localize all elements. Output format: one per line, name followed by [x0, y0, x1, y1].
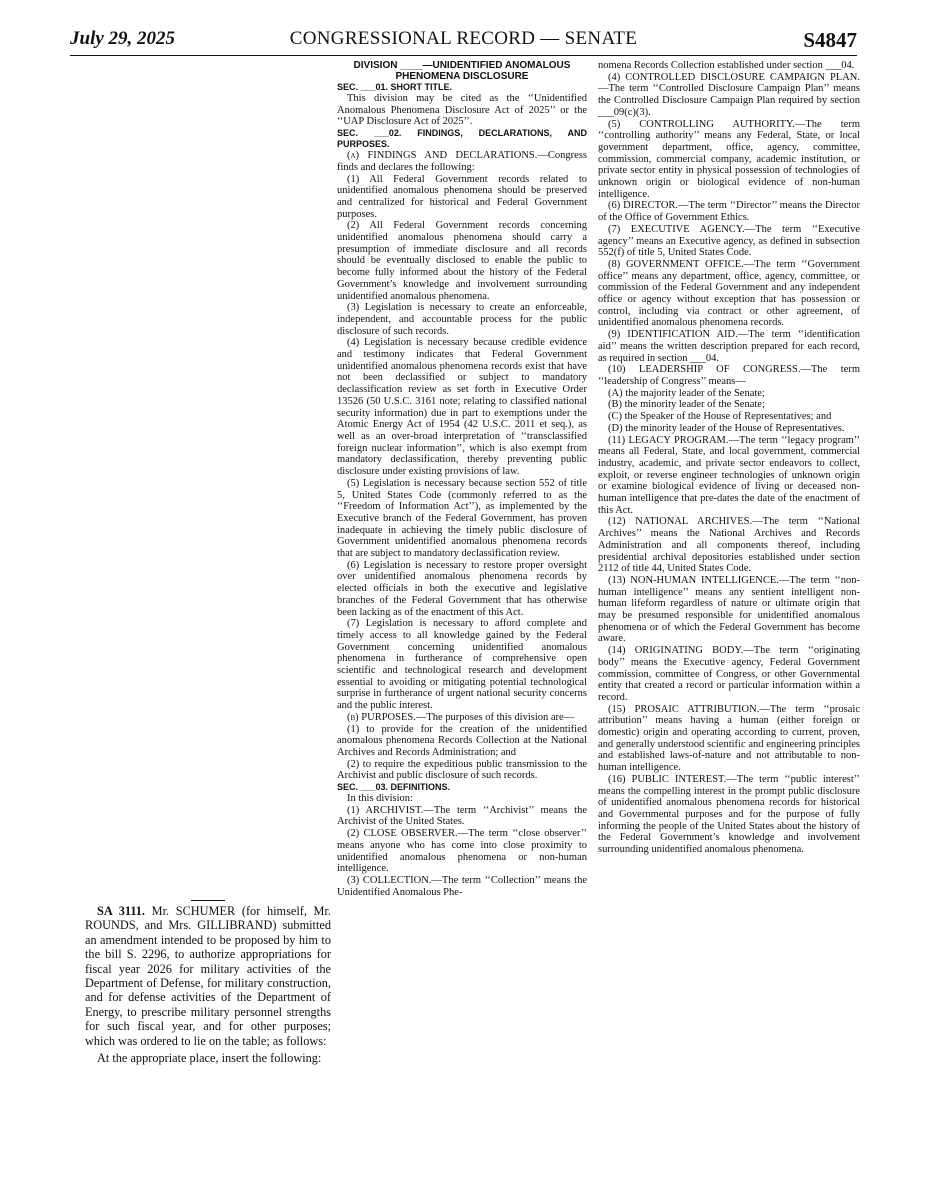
- paragraph: In this division:: [347, 793, 413, 805]
- definition-text: —The term ‘‘Archivist’’ means the Archivist of the United States.: [337, 804, 587, 828]
- subsection-text: —The purposes of this division are—: [415, 711, 575, 723]
- paragraph: nomena Records Collection established under section ___04.: [598, 60, 855, 71]
- definition-text: —The term ‘‘public interest’’ means the compelling interest in the prompt public disclosure of unidentified anomalous phenomena records for historical and Governmental purposes and for the purpose of fully informing the people of the United States about the history of the Federal Government’s knowledge and involvement surrounding unidentified anomalous phenomena.: [598, 773, 860, 856]
- definition-text: —The term ‘‘close observer’’ means anyone who has come into close proximity to unidentified anomalous phenomena or non-human intelligence.: [337, 828, 588, 875]
- definition: [598, 329, 860, 364]
- definition: [598, 645, 860, 704]
- definition: [598, 119, 860, 201]
- definition-label: (11) LEGACY PROGRAM.: [608, 434, 729, 446]
- definition-label: (2) CLOSE OBSERVER.: [347, 828, 458, 840]
- definition-text: —The term ‘‘prosaic attribution’’ means having a human (either foreign or domestic) origin and operating according to current, proven, and generally understood scientific and engineering principles and established laws-of-nature and not attributable to non-human intelligence.: [598, 703, 860, 774]
- header-page-number: S4847: [803, 28, 857, 52]
- definition-label: (6) DIRECTOR.: [608, 200, 679, 212]
- list-item: (D) the minority leader of the House of Representatives.: [608, 422, 845, 434]
- definition-text: —The term ‘‘Executive agency’’ means an Executive agency, as defined in subsection 552(f) of title 5, United States Code.: [598, 223, 861, 259]
- header-date: July 29, 2025: [70, 28, 176, 49]
- column-1: [85, 900, 331, 1065]
- definition: [598, 575, 860, 645]
- definition-label: (5) CONTROLLING AUTHORITY.: [608, 118, 795, 130]
- separator-line: [191, 900, 225, 901]
- paragraph: (2) All Federal Government records concerning unidentified anomalous phenomena should carry a presumption of immediate disclosure and all records should be eventually disclosed to enable the public to become fully informed about the history of the Federal Government’s knowledge and involvement surrounding unidentified anomalous phenomena.: [337, 220, 587, 302]
- amendment-number: SA 3111.: [97, 904, 146, 918]
- definition-text: —The term ‘‘Controlled Disclosure Campaign Plan’’ means the Controlled Disclosure Campaign Plan required by section ___09(c)(3).: [598, 83, 860, 118]
- list-item: (B) the minority leader of the Senate;: [608, 399, 765, 411]
- definition-label: (10) LEADERSHIP OF CONGRESS.: [608, 364, 801, 376]
- section-heading: SEC. ___03. DEFINITIONS.: [337, 782, 451, 793]
- definition-text: —The term ‘‘identification aid’’ means the written description prepared for each record, as required in section ___04.: [598, 329, 860, 364]
- paragraph: (1) to provide for the creation of the unidentified anomalous phenomena Records Collection at the National Archives and Records Administration; and: [337, 723, 587, 758]
- definition: [598, 72, 860, 119]
- paragraph: (1) All Federal Government records related to unidentified anomalous phenomena should be preserved and centralized for historical and Federal Government purposes.: [337, 173, 587, 220]
- division-heading: DIVISION ____—UNIDENTIFIED ANOMALOUS PHENOMENA DISCLOSURE: [353, 60, 571, 82]
- definition: [337, 828, 587, 875]
- definition-label: (9) IDENTIFICATION AID.: [608, 329, 738, 341]
- definition: [598, 774, 860, 856]
- definition-text: —The term ‘‘controlling authority’’ means any Federal, State, or local government department, office, agency, committee, commission, commercial company, academic institution, or private sector entity in physical possession of technologies of unknown origin or biological evidence of non-human intelligence.: [598, 118, 860, 200]
- subsection-label: (b) PURPOSES.: [347, 711, 416, 723]
- amendment-text: Mr. SCHUMER (for himself, Mr. ROUNDS, and Mrs. GILLIBRAND) submitted an amendment intended to be proposed by him to the bill S. 2296, to authorize appropriations for fiscal year 2026 for military activities of the Department of Defense, for military construction, and for defense activities of the Department of Energy, to prescribe military personnel strengths for such fiscal year, and for other purposes; which was ordered to lie on the table; as follows:: [85, 904, 331, 1048]
- subsection-label: (a) FINDINGS AND DECLARATIONS.: [347, 150, 538, 162]
- paragraph: (2) to require the expeditious public transmission to the Archivist and public disclosure of such records.: [337, 758, 587, 782]
- definition-label: (8) GOVERNMENT OFFICE.: [608, 258, 744, 270]
- paragraph: This division may be cited as the ‘‘Unidentified Anomalous Phenomena Disclosure Act of 2025’’ or the ‘‘UAP Disclosure Act of 2025’’.: [337, 93, 587, 128]
- column-2: [337, 60, 587, 898]
- paragraph: (5) Legislation is necessary because section 552 of title 5, United States Code (commonly referred to as the ‘‘Freedom of Information Act’’), as implemented by the Executive branch of the Federal Government, has proven inadequate in achieving the timely public disclosure of Government unidentified anomalous phenomena records that are subject to mandatory declassification review.: [337, 477, 587, 560]
- definition: [598, 435, 860, 517]
- section-heading: SEC. ___02. FINDINGS, DECLARATIONS, AND PURPOSES.: [337, 128, 587, 150]
- column-3: [598, 60, 860, 856]
- definition-label: (7) EXECUTIVE AGENCY.: [608, 223, 745, 235]
- header-rule: [70, 55, 857, 56]
- insert-instruction: At the appropriate place, insert the following:: [97, 1051, 322, 1066]
- section-heading: SEC. ___01. SHORT TITLE.: [337, 82, 453, 92]
- definition-text: —The term ‘‘Director’’ means the Director of the Office of Government Ethics.: [598, 200, 860, 224]
- definition: [337, 875, 587, 898]
- paragraph: [337, 150, 587, 173]
- definition: [598, 200, 860, 223]
- subsection-text: —Congress finds and declares the following:: [337, 150, 587, 173]
- paragraph: [337, 712, 587, 724]
- definition-label: (3) COLLECTION.: [347, 875, 432, 886]
- list-item: (A) the majority leader of the Senate;: [608, 387, 765, 399]
- definition-label: (1) ARCHIVIST.: [347, 804, 424, 816]
- definition: [598, 224, 860, 259]
- definition: [598, 364, 860, 387]
- definition-label: (15) PROSAIC ATTRIBUTION.: [608, 703, 760, 715]
- definition-label: (13) NON-HUMAN INTELLIGENCE.: [608, 574, 779, 586]
- definition-label: (12) NATIONAL ARCHIVES.: [608, 516, 753, 528]
- paragraph: (7) Legislation is necessary to afford complete and timely access to all knowledge gained by the Federal Government concerning unidentified anomalous phenomena in furtherance of comprehensive open scientific and technological research and development essential to avoiding or mitigating potential technological surprise in furtherance of urgent national security concerns and the public interest.: [337, 618, 587, 712]
- definition-text: —The term ‘‘legacy program’’ means all Federal, State, and local government, commercial industry, academic, and private sector endeavors to collect, exploit, or reverse engineer technologies of unknown origin or examine biological evidence of living or deceased non-human intelligence that pre-dates the date of the enactment of this Act.: [598, 434, 860, 516]
- paragraph: (3) Legislation is necessary to create an enforceable, independent, and accountable process for the public disclosure of such records.: [337, 302, 587, 337]
- definition: [598, 516, 860, 575]
- definition-text: —The term ‘‘Government office’’ means any department, office, agency, committee, or commission of the Federal Government and any independent office or agency without exception that has possession or control, including via contract or other agreement, of unidentified anomalous phenomena records.: [598, 258, 860, 329]
- definition-text: —The term ‘‘originating body’’ means the Executive agency, Federal Government commission, committee of Congress, or other Governmental entity that created a record or particular information within a record.: [598, 645, 860, 703]
- paragraph: (6) Legislation is necessary to restore proper oversight over unidentified anomalous phenomena records by elected officials in both the executive and legislative branches of the Federal Government that has otherwise been lacking as of the enactment of this Act.: [337, 559, 587, 618]
- amendment-paragraph: [85, 904, 331, 1048]
- definition: [337, 805, 587, 828]
- definition-text: —The term ‘‘National Archives’’ means the National Archives and Records Administration and all components thereof, including presidential archival depositories established under section 2112 of title 44, United States Code.: [598, 516, 861, 575]
- definition-text: —The term ‘‘Collection’’ means the Unidentified Anomalous Phe-: [337, 875, 588, 898]
- definition-label: (4) CONTROLLED DISCLOSURE CAMPAIGN PLAN.: [608, 71, 860, 83]
- definition-text: —The term ‘‘non-human intelligence’’ means any sentient intelligent non-human lifeform regardless of nature or ultimate origin that may be presumed responsible for unidentified anomalous phenomena or of which the Federal Government has become aware.: [598, 574, 861, 645]
- definition: [598, 259, 860, 329]
- definition-label: (16) PUBLIC INTEREST.: [608, 773, 727, 785]
- paragraph: (4) Legislation is necessary because credible evidence and testimony indicates that Federal Government unidentified anomalous phenomena records exist that have not been declassified or subject to mandatory declassification review as set forth in Executive Order 13526 (50 U.S.C. 3161 note; relating to classified national security information) due in part to exemptions under the Atomic Energy Act of 1954 (42 U.S.C. 2011 et seq.), as well as an over-broad interpretation of ‘‘transclassified foreign nuclear information’’, which is also exempt from mandatory declassification, thereby preventing public disclosure under existing provisions of law.: [337, 337, 587, 478]
- page-header: [70, 28, 857, 54]
- definition: [598, 704, 860, 774]
- definition-text: —The term ‘‘leadership of Congress’’ means—: [598, 364, 860, 387]
- definition-label: (14) ORIGINATING BODY.: [608, 645, 744, 657]
- list-item: (C) the Speaker of the House of Representatives; and: [608, 411, 832, 423]
- header-title: CONGRESSIONAL RECORD — SENATE: [289, 28, 638, 49]
